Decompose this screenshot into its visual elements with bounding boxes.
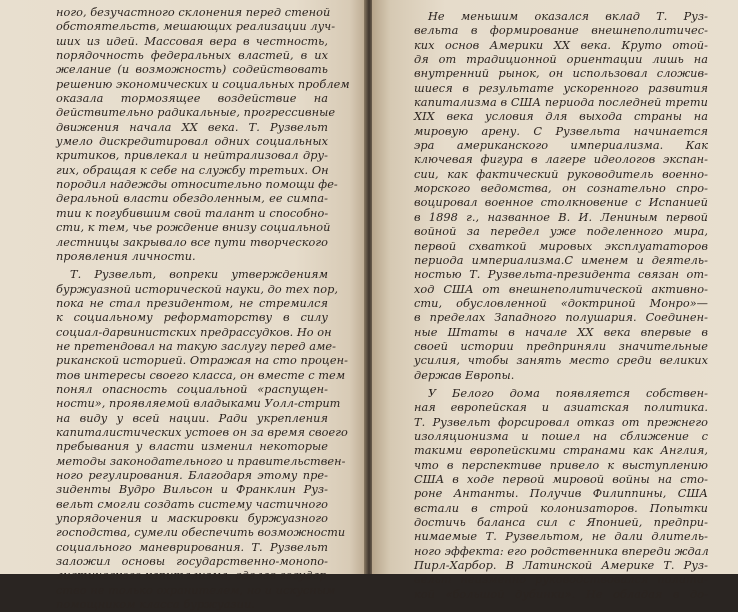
text-line: усилия, чтобы занять место среди великих [414, 354, 708, 368]
text-line: решению экономических и социальных проблем [56, 77, 350, 91]
text-line: буржуазной исторической науки, до тех пор, [56, 282, 339, 296]
text-line: вельт неизменно руководствовался полити- [414, 573, 708, 587]
text-line: ного, безучастного склонения перед стеной [56, 6, 331, 19]
text-line: методы законодательного и правительствен- [56, 454, 346, 468]
text-line: породил надежды относительно помощи фе- [56, 178, 338, 192]
text-line: ного эффекта: его родственника впереди ждал [414, 544, 709, 558]
text-line: кой «большой дубинки». Не обладая в до- [414, 587, 708, 601]
text-line: ностью Т. Рузвельта-президента связан от- [414, 268, 708, 282]
text-line: понял опасность социальной «распущен- [56, 382, 328, 396]
right-page-text [414, 10, 708, 602]
text-line: вельт смогли создать систему частичного [56, 497, 328, 511]
text-line: листического капитализма, сделав государ- [56, 569, 331, 583]
text-line: ные Штаты в начале XX века впервые в [414, 325, 708, 339]
text-line: социального маневрирования. Т. Рузвельт [56, 540, 328, 554]
text-line: тов интересы своего класса, он вместе с тем [56, 368, 346, 382]
text-line: XIX века условия для выхода страны на [414, 110, 708, 124]
text-line: своей истории предприняли значительные [414, 339, 708, 353]
text-line: У Белого дома появляется собствен- [428, 386, 708, 400]
text-line: ших из идей. Массовая вера в честность, [56, 34, 328, 48]
text-line: изоляционизма и пошел на сближение с [414, 429, 708, 443]
text-line: капиталистических устоев он за время своего [56, 425, 348, 439]
text-line: пока не стал президентом, не стремился [56, 296, 328, 310]
text-line: воцировал военное столкновение с Испанией [414, 196, 708, 210]
text-line: обстоятельств, мешающих реализации луч- [56, 20, 336, 34]
text-line: войной за передел уже поделенного мира, [414, 225, 708, 239]
text-line: США в ходе первой мировой войны на сто- [414, 473, 708, 486]
text-line: не претендовал на такую заслугу перед аме- [56, 339, 337, 353]
text-line: социал-дарвинистских предрассудков. Но он [56, 325, 332, 339]
text-line: господства, сумели обеспечить возможности [56, 526, 346, 540]
text-line: морского ведомства, он сознательно спро- [414, 182, 708, 196]
text-line: такими европейскими странами как Англия, [414, 444, 708, 458]
right-page [372, 0, 738, 601]
text-line: капитализма в США периода последней трети [414, 96, 708, 110]
text-line: сти, обусловленной «доктриной Монро»— [414, 296, 708, 310]
text-line: нимаемые Т. Рузвельтом, не дали длитель- [414, 530, 708, 544]
text-line: на виду у всей нации. Ради укрепления [56, 411, 328, 425]
text-line: ная европейская и азиатская политика. [414, 401, 708, 415]
text-line: ного регулирования. Благодаря этому пре- [56, 469, 328, 482]
text-line: порядочность федеральных властей, в их [56, 49, 328, 63]
text-line: эра американского империализма. Как [414, 139, 708, 153]
text-line: гих, обращая к себе на службу третьих. Он [56, 163, 329, 177]
text-line: дя от традиционной ориентации лишь на [414, 53, 708, 67]
text-line: внутренний рынок, он использовал сложив- [414, 67, 708, 81]
text-line: что в перспективе привело к выступлению [414, 458, 708, 472]
text-line: держав Европы. [414, 368, 515, 382]
text-line: ход США от внешнеполитической активно- [414, 282, 708, 296]
text-line: Не меньшим оказался вклад Т. Руз- [428, 10, 708, 23]
text-line: ких основ Америки XX века. Круто отой- [414, 38, 708, 52]
text-line: действительно радикальные, прогрессивные [56, 106, 336, 120]
text-line: Пирл-Харбор. В Латинской Америке Т. Руз- [414, 559, 708, 573]
text-line: ство не только охранителем, но и искусным [56, 583, 336, 597]
text-line: Т. Рузвельт форсировал отказ от прежнего [414, 415, 708, 429]
left-page [0, 0, 368, 612]
text-line: тии к погубившим свой талант и способно- [56, 206, 329, 220]
text-line: вельта в формирование внешнеполитичес- [414, 24, 708, 38]
text-line: сии, как фактический руководитель военно- [414, 167, 708, 181]
text-line: мировую арену. С Рузвельта начинается [414, 124, 708, 138]
text-line: Т. Рузвельт, вопреки утверждениям [70, 268, 328, 282]
text-line: движения начала XX века. Т. Рузвельт [56, 120, 328, 134]
text-line: сти, к тем, чье рождение внизу социальной [56, 221, 331, 235]
left-page-text [56, 6, 350, 612]
text-line: желание (и возможность) содействовать [56, 63, 328, 77]
text-line: помощником класса буржуазии. [56, 598, 255, 612]
text-line: проявления личности. [56, 249, 196, 263]
text-line: ключевая фигура в лагере идеологов экспан- [414, 153, 708, 167]
text-line: ности», проявляемой владыками Уолл-стрит [56, 397, 341, 411]
text-line: пребывания у власти изменил некоторые [56, 440, 328, 454]
text-line: упорядочения и маскировки буржуазного [56, 512, 328, 526]
text-line: первой схваткой мировых эксплуататоров [414, 239, 708, 253]
text-line: оказала тормозящее воздействие на [56, 92, 328, 106]
text-line: риканской историей. Отражая на сто процен- [56, 354, 348, 368]
text-line: умело дискредитировал одних социальных [56, 135, 328, 149]
text-line: роне Антанты. Получив Филиппины, США [414, 487, 708, 501]
text-line: в 1898 г., названное В. И. Лениным первой [414, 210, 708, 224]
text-line: периода империализма.С именем и деятель- [414, 253, 708, 267]
text-line: в пределах Западного полушария. Соединен- [414, 311, 708, 325]
text-line: заложил основы государственно-монопо- [56, 555, 328, 569]
text-line: шиеся в результате ускоренного развития [414, 81, 708, 95]
text-line: встали в строй колонизаторов. Попытки [414, 501, 708, 515]
text-line: зиденты Вудро Вильсон и Франклин Руз- [56, 483, 328, 497]
text-line: критиков, привлекал и нейтрализовал дру- [56, 149, 328, 163]
text-line: деральной власти обездоленным, ее симпа- [56, 192, 328, 206]
text-line: к социальному реформаторству в силу [56, 311, 328, 325]
text-line: достичь баланса сил с Японией, предпри- [414, 516, 708, 530]
text-line: лестницы закрывало все пути творческого [56, 235, 328, 249]
